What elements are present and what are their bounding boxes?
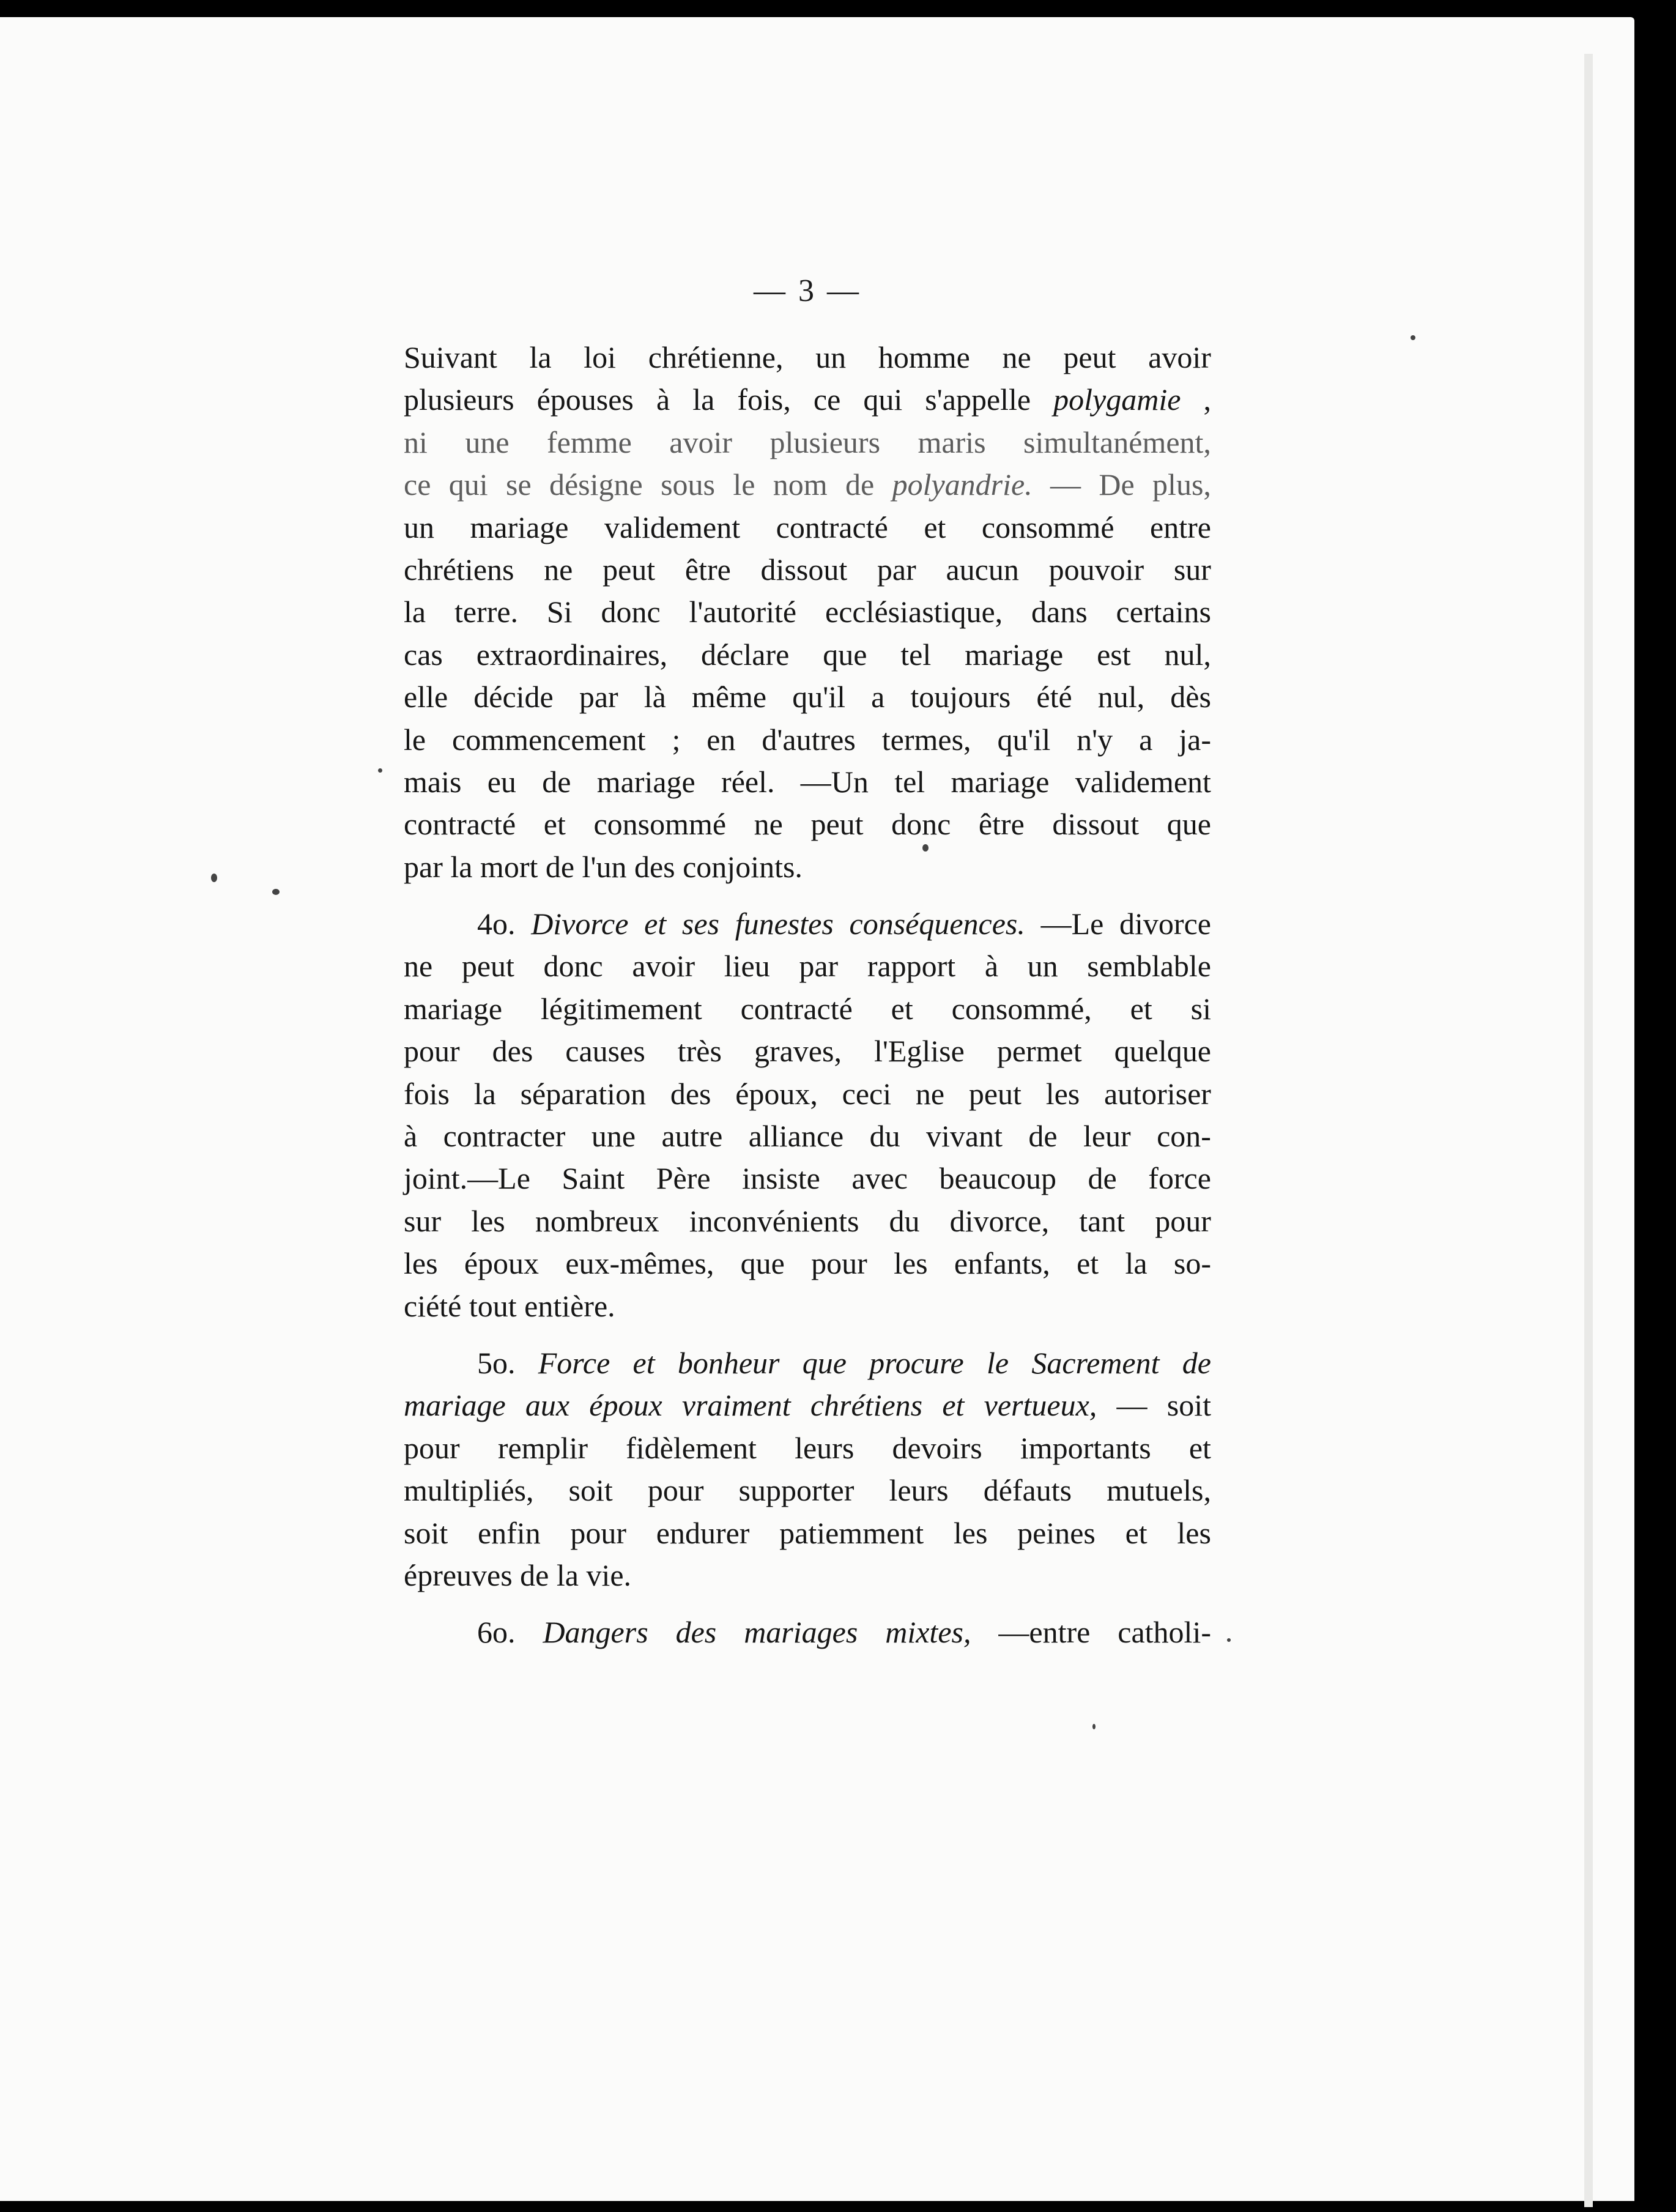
- text-line: épreuves de la vie.: [404, 1557, 632, 1592]
- text-line: mariage légitimement contracté et consommé, et si: [404, 991, 1211, 1026]
- text-line: ciété tout entière.: [404, 1288, 615, 1323]
- text-line: le commencement ; en d'autres termes, qu'il n'y a ja-: [404, 722, 1211, 757]
- text-line: la terre. Si donc l'autorité ecclésiastique, dans certains: [404, 595, 1211, 629]
- scan-speck: [272, 889, 280, 895]
- text-line: chrétiens ne peut être dissout par aucun pouvoir sur: [404, 552, 1211, 587]
- text-line: à contracter une autre alliance du vivant de leur con-: [404, 1119, 1211, 1154]
- text-line: contracté et consommé ne peut donc être dissout que: [404, 807, 1211, 842]
- text-line: ce qui se désigne sous le nom de polyandrie. — De plus,: [404, 467, 1211, 502]
- text-line: soit enfin pour endurer patiemment les peines et les: [404, 1515, 1211, 1550]
- text-line: les époux eux-mêmes, que pour les enfants, et la so-: [404, 1246, 1211, 1281]
- text-line: sur les nombreux inconvénients du divorce, tant pour: [404, 1203, 1211, 1238]
- scan-speck: [1411, 335, 1415, 340]
- text-line: fois la séparation des époux, ceci ne peut les autoriser: [404, 1076, 1211, 1111]
- scan-speck: [378, 768, 382, 773]
- scan-speck: [1092, 1724, 1096, 1729]
- page-number: — 3 —: [754, 273, 861, 308]
- text-line: par la mort de l'un des conjoints.: [404, 849, 803, 884]
- text-line: multipliés, soit pour supporter leurs défauts mutuels,: [404, 1473, 1211, 1508]
- text-line: ni une femme avoir plusieurs maris simultanément,: [404, 425, 1211, 459]
- scan-speck: [1227, 1638, 1231, 1642]
- text-line: un mariage validement contracté et consommé entre: [404, 510, 1211, 544]
- text-line: elle décide par là même qu'il a toujours été nul, dès: [404, 680, 1211, 714]
- text-line: plusieurs épouses à la fois, ce qui s'appelle polygamie ,: [404, 382, 1211, 417]
- body-text: [404, 336, 1211, 1654]
- scan-speck: [922, 844, 929, 852]
- text-line: mariage aux époux vraiment chrétiens et vertueux, — soit: [404, 1388, 1211, 1423]
- text-line: Suivant la loi chrétienne, un homme ne peut avoir: [404, 340, 1211, 374]
- scan-speck: [211, 874, 217, 882]
- text-line: joint.—Le Saint Père insiste avec beaucoup de force: [404, 1161, 1211, 1196]
- section-heading-line: 4o. Divorce et ses funestes conséquences. —Le divorce: [477, 907, 1211, 941]
- text-line: mais eu de mariage réel. —Un tel mariage validement: [404, 764, 1211, 799]
- text-line: ne peut donc avoir lieu par rapport à un semblable: [404, 949, 1211, 984]
- page-edge: [1584, 54, 1593, 2207]
- text-line: cas extraordinaires, déclare que tel mariage est nul,: [404, 637, 1211, 672]
- text-line: pour des causes très graves, l'Eglise permet quelque: [404, 1034, 1211, 1069]
- document-page: [0, 17, 1634, 2201]
- section-heading-line: 5o. Force et bonheur que procure le Sacrement de: [477, 1345, 1211, 1380]
- text-line: pour remplir fidèlement leurs devoirs importants et: [404, 1430, 1211, 1465]
- section-heading-line: 6o. Dangers des mariages mixtes, —entre catholi-: [477, 1615, 1211, 1650]
